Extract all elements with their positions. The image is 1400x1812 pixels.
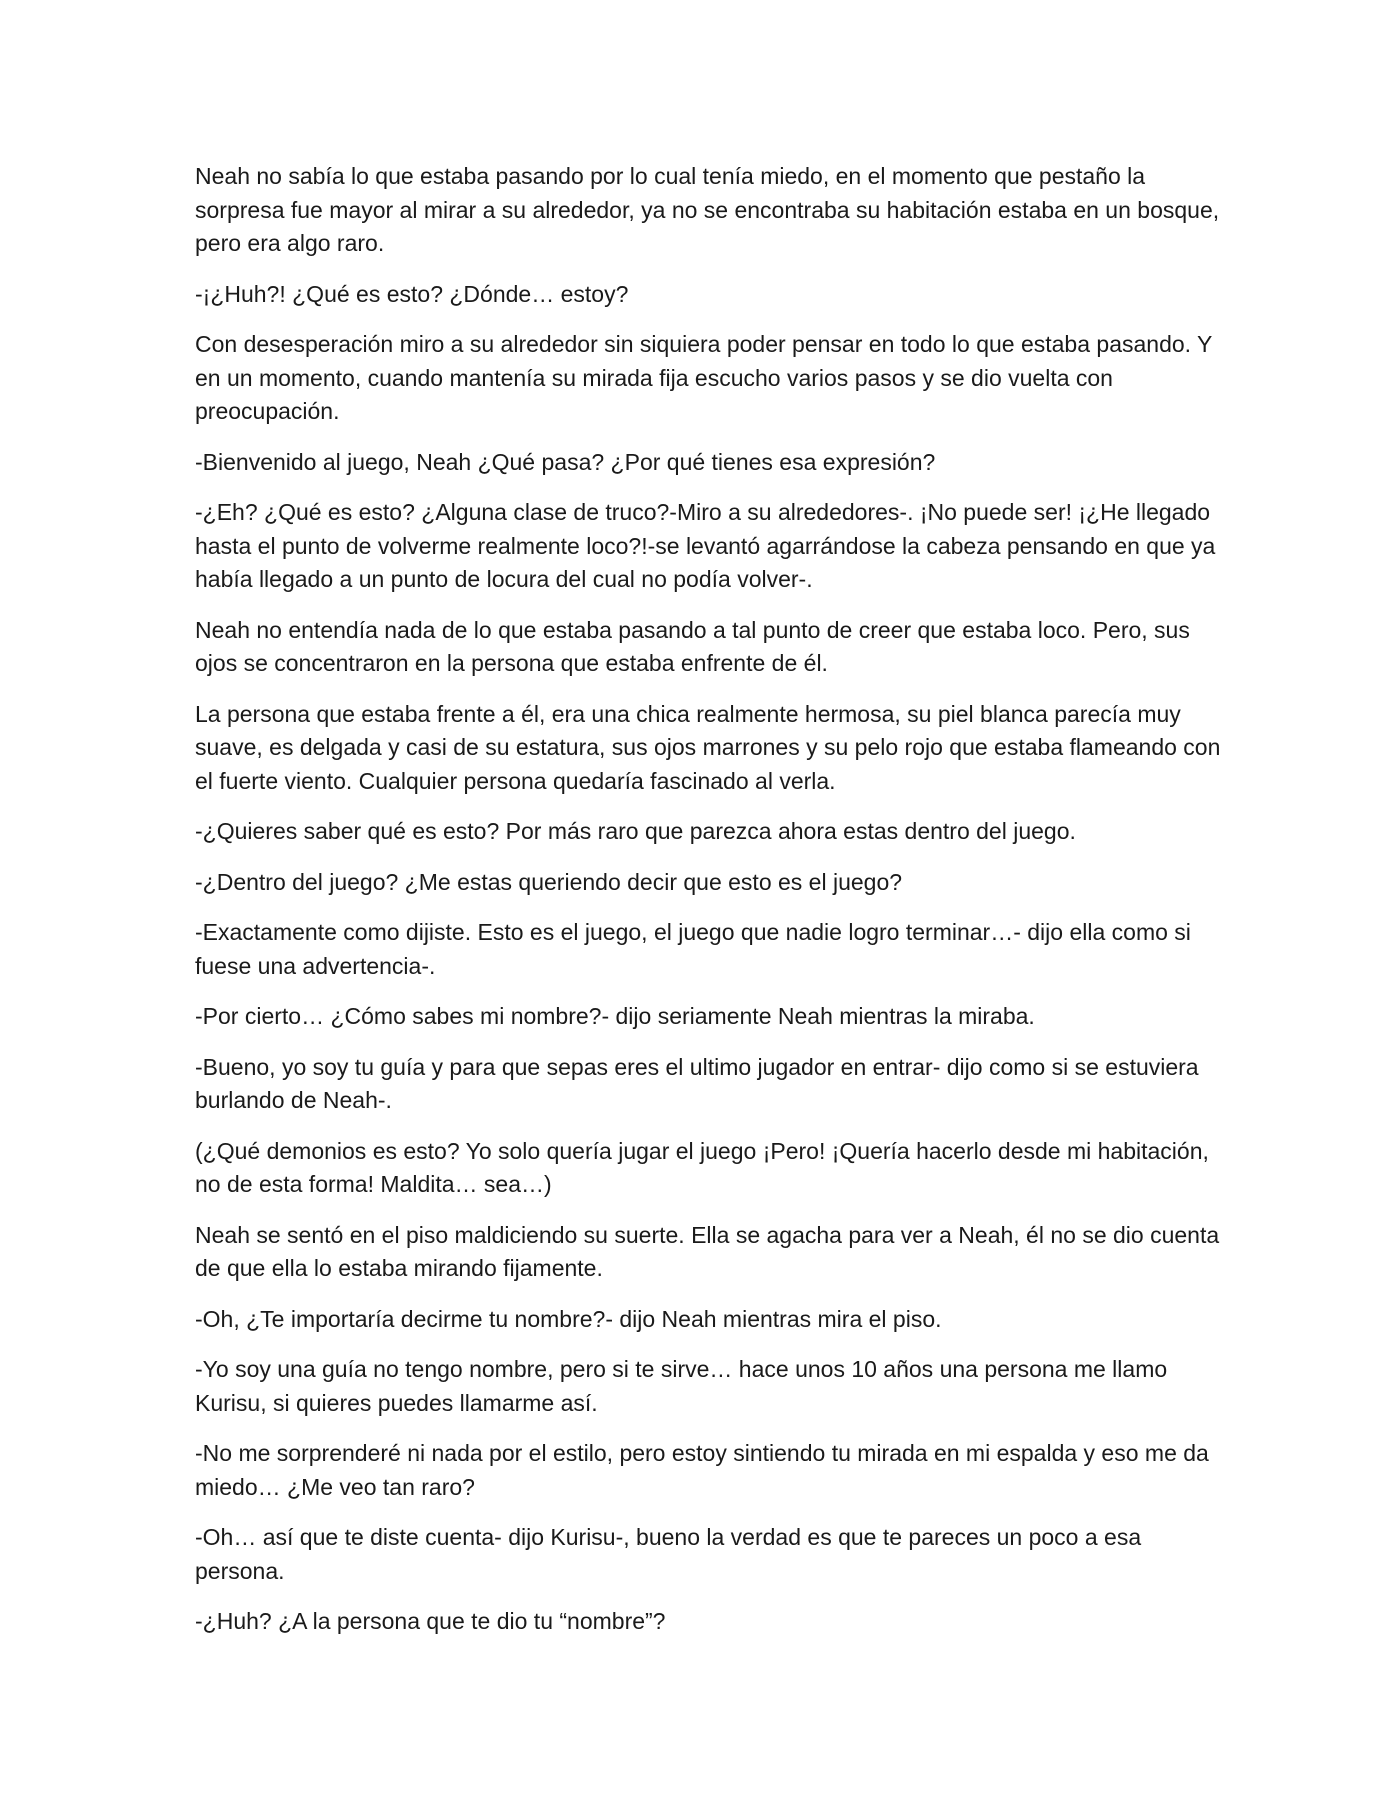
paragraph-9: -¿Dentro del juego? ¿Me estas queriendo decir que esto es el juego? — [195, 868, 903, 895]
paragraph-5: -¿Eh? ¿Qué es esto? ¿Alguna clase de truco?-Miro a su alrededores-. ¡No puede ser! ¡¿He llegado hasta el punto de volverme realmente loco?!-se levantó agarrándose la cabeza pensando en que ya había llegado a un punto de locura del cual no podía volver-. — [195, 499, 1216, 592]
paragraph-4: -Bienvenido al juego, Neah ¿Qué pasa? ¿Por qué tienes esa expresión? — [195, 448, 936, 475]
paragraph-6: Neah no entendía nada de lo que estaba pasando a tal punto de creer que estaba loco. Pero, sus ojos se concentraron en la persona que estaba enfrente de él. — [195, 616, 1190, 676]
document-page — [195, 160, 1225, 1656]
paragraph-17: -No me sorprenderé ni nada por el estilo, pero estoy sintiendo tu mirada en mi espalda y eso me da miedo… ¿Me veo tan raro? — [195, 1440, 1209, 1500]
paragraph-8: -¿Quieres saber qué es esto? Por más raro que parezca ahora estas dentro del juego. — [195, 818, 1076, 844]
paragraph-1: Neah no sabía lo que estaba pasando por lo cual tenía miedo, en el momento que pestaño la sorpresa fue mayor al mirar a su alrededor, ya no se encontraba su habitación estaba en un bosque, pero era algo raro. — [195, 163, 1220, 256]
paragraph-18: -Oh… así que te diste cuenta- dijo Kurisu-, bueno la verdad es que te pareces un poco a esa persona. — [195, 1524, 1142, 1584]
paragraph-12: -Bueno, yo soy tu guía y para que sepas eres el ultimo jugador en entrar- dijo como si se estuviera burlando de Neah-. — [195, 1053, 1199, 1113]
paragraph-11: -Por cierto… ¿Cómo sabes mi nombre?- dijo seriamente Neah mientras la miraba. — [195, 1003, 1035, 1029]
paragraph-14: Neah se sentó en el piso maldiciendo su suerte. Ella se agacha para ver a Neah, él no se dio cuenta de que ella lo estaba mirando fijamente. — [195, 1221, 1220, 1281]
paragraph-16: -Yo soy una guía no tengo nombre, pero si te sirve… hace unos 10 años una persona me llamo Kurisu, si quieres puedes llamarme así. — [195, 1356, 1168, 1416]
paragraph-13: (¿Qué demonios es esto? Yo solo quería jugar el juego ¡Pero! ¡Quería hacerlo desde mi habitación, no de esta forma! Maldita… sea…) — [195, 1137, 1209, 1197]
paragraph-10: -Exactamente como dijiste. Esto es el juego, el juego que nadie logro terminar…- dijo ella como si fuese una advertencia-. — [195, 919, 1191, 979]
paragraph-3: Con desesperación miro a su alrededor sin siquiera poder pensar en todo lo que estaba pasando. Y en un momento, cuando mantenía su mirada fija escucho varios pasos y se dio vuelta con preocupación. — [195, 331, 1212, 424]
paragraph-19: -¿Huh? ¿A la persona que te dio tu “nombre”? — [195, 1608, 666, 1634]
paragraph-2: -¡¿Huh?! ¿Qué es esto? ¿Dónde… estoy? — [195, 280, 629, 307]
paragraph-15: -Oh, ¿Te importaría decirme tu nombre?- dijo Neah mientras mira el piso. — [195, 1305, 942, 1332]
paragraph-7: La persona que estaba frente a él, era una chica realmente hermosa, su piel blanca parecía muy suave, es delgada y casi de su estatura, sus ojos marrones y su pelo rojo que estaba flameando con el fuerte viento. Cualquier persona quedaría fascinado al verla. — [195, 700, 1221, 794]
